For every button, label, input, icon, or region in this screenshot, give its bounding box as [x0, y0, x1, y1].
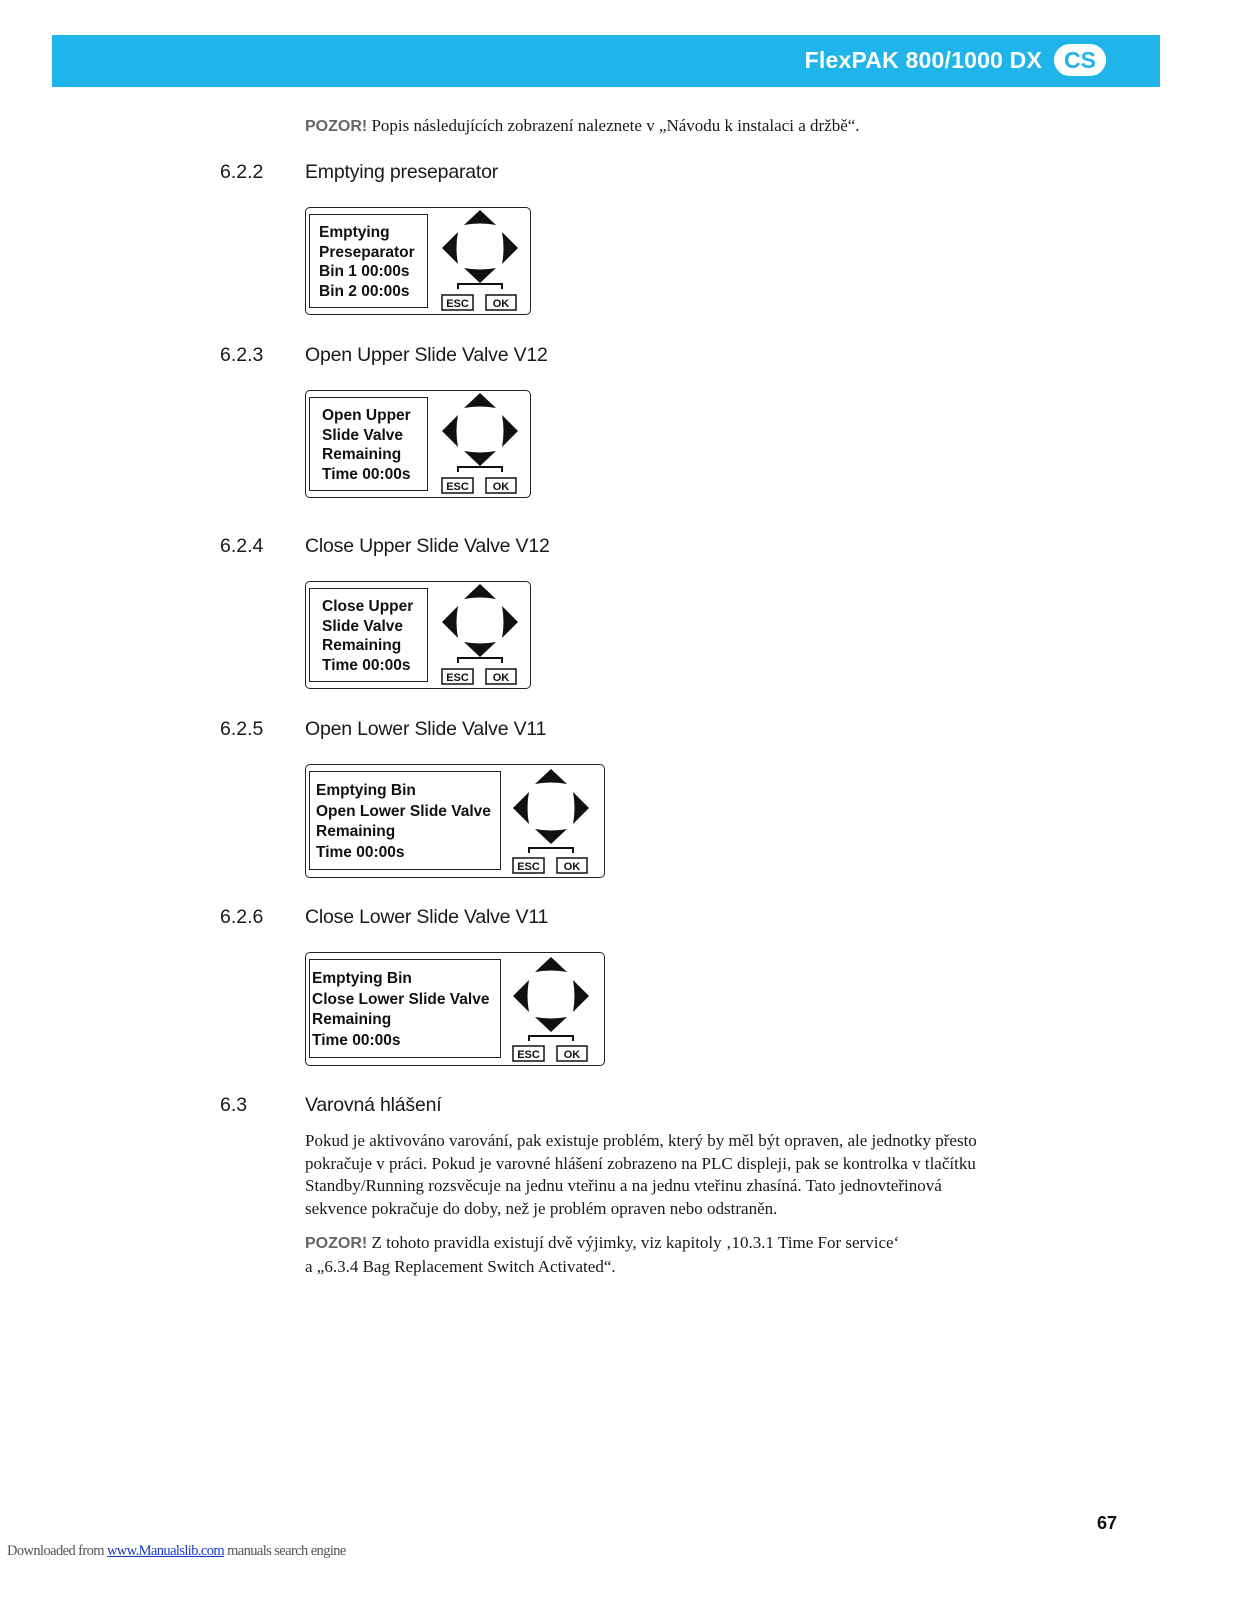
arrow-up-icon — [464, 393, 496, 408]
keypad — [511, 955, 591, 1061]
arrow-up-icon — [535, 957, 567, 972]
screen-line: Bin 1 00:00s — [319, 263, 410, 280]
screen-line: Emptying — [319, 224, 390, 241]
arrow-up-icon — [464, 584, 496, 599]
arrow-down-icon — [464, 642, 496, 657]
display-screen — [309, 214, 428, 308]
display-panel — [305, 952, 605, 1066]
esc-label: ESC — [446, 298, 469, 310]
paragraph-line: Pokud je aktivováno varování, pak existuje problém, který by měl být opraven, ale jednotky přesto — [305, 1131, 977, 1150]
note-text: Popis následujících zobrazení naleznete v „Návodu k instalaci a držbě“. — [367, 116, 860, 135]
arrow-left-icon — [513, 792, 529, 824]
screen-line: Open Upper — [322, 407, 411, 424]
arrow-left-icon — [442, 415, 458, 447]
screen-line: Preseparator — [319, 243, 415, 261]
esc-label: ESC — [517, 1049, 540, 1061]
arrow-right-icon — [502, 606, 518, 638]
note-exceptions — [305, 1232, 1065, 1278]
paragraph-line: pokračuje v práci. Pokud je varovné hlášení zobrazeno na PLC displeji, pak se kontrolka v tlačítku — [305, 1153, 976, 1173]
document-title: FlexPAK 800/1000 DX — [804, 47, 1042, 73]
ok-label: OK — [492, 672, 510, 684]
section-title: Emptying preseparator — [305, 161, 499, 183]
screen-line: Time 00:00s — [316, 843, 405, 861]
display-panel — [305, 581, 531, 689]
screen-line: Emptying Bin — [316, 782, 416, 799]
screen-line: Open Lower Slide Valve — [316, 802, 491, 820]
section-title: Open Upper Slide Valve V12 — [305, 344, 548, 366]
display-panel — [305, 207, 531, 315]
section-number: 6.2.4 — [220, 535, 264, 557]
arrow-right-icon — [573, 792, 589, 824]
section-number: 6.2.5 — [220, 718, 264, 740]
header-bar — [52, 35, 1160, 87]
ok-label: OK — [492, 481, 510, 493]
note-intro — [305, 115, 860, 139]
section-number: 6.2.2 — [220, 161, 264, 183]
section-number: 6.2.6 — [220, 906, 264, 928]
keypad — [440, 582, 520, 684]
screen-line: Remaining — [312, 1011, 392, 1028]
footer-prefix: Downloaded from — [7, 1543, 107, 1559]
display-screen — [309, 588, 428, 682]
keypad — [511, 767, 591, 873]
display-screen — [309, 771, 501, 870]
screen-line: Bin 2 00:00s — [319, 282, 410, 300]
note-text: Z tohoto pravidla existují dvě výjimky, viz kapitoly ‚10.3.1 Time For service‘ — [367, 1233, 900, 1252]
ok-label: OK — [563, 861, 581, 873]
screen-line: Time 00:00s — [322, 656, 411, 674]
display-panel — [305, 764, 605, 878]
body-paragraph — [305, 1130, 1065, 1220]
screen-line: Close Upper — [322, 598, 414, 615]
section-title: Close Lower Slide Valve V11 — [305, 906, 549, 928]
page-number: 67 — [1097, 1513, 1118, 1533]
section-title: Close Upper Slide Valve V12 — [305, 535, 550, 557]
footer-link[interactable]: www.Manualslib.com — [106, 1543, 225, 1559]
keypad — [440, 208, 520, 310]
ok-label: OK — [492, 298, 510, 310]
paragraph-line: Standby/Running rozsvěcuje na jednu vteřinu a na jednu vteřinu zhasíná. Tato jednovteřinová — [305, 1176, 942, 1195]
arrow-down-icon — [535, 829, 567, 844]
note-label: POZOR! — [305, 118, 368, 135]
section-title: Varovná hlášení — [305, 1094, 442, 1116]
arrow-down-icon — [464, 268, 496, 283]
arrow-up-icon — [464, 210, 496, 225]
screen-line: Close Lower Slide Valve — [312, 990, 490, 1008]
paragraph-line: sekvence pokračuje do doby, než je problém opraven nebo odstraněn. — [305, 1198, 778, 1218]
screen-line: Time 00:00s — [312, 1031, 401, 1049]
screen-line: Remaining — [322, 637, 402, 654]
display-screen — [309, 397, 428, 491]
arrow-up-icon — [535, 769, 567, 784]
screen-line: Emptying Bin — [312, 970, 412, 987]
arrow-right-icon — [502, 415, 518, 447]
esc-label: ESC — [446, 672, 469, 684]
screen-line: Time 00:00s — [322, 465, 411, 483]
arrow-left-icon — [442, 606, 458, 638]
screen-line: Slide Valve — [322, 617, 403, 635]
screen-line: Remaining — [322, 446, 402, 463]
keypad — [440, 391, 520, 493]
display-panel — [305, 390, 531, 498]
section-number: 6.3 — [220, 1094, 248, 1116]
arrow-right-icon — [502, 232, 518, 264]
note-text: a „6.3.4 Bag Replacement Switch Activated“. — [305, 1256, 616, 1276]
screen-line: Slide Valve — [322, 426, 403, 444]
footer — [7, 1543, 346, 1560]
display-screen — [309, 959, 501, 1058]
arrow-left-icon — [513, 980, 529, 1012]
arrow-right-icon — [573, 980, 589, 1012]
note-label: POZOR! — [305, 1235, 368, 1252]
arrow-left-icon — [442, 232, 458, 264]
screen-line: Remaining — [316, 823, 396, 840]
ok-label: OK — [563, 1049, 581, 1061]
arrow-down-icon — [464, 451, 496, 466]
esc-label: ESC — [446, 481, 469, 493]
section-number: 6.2.3 — [220, 344, 264, 366]
arrow-down-icon — [535, 1017, 567, 1032]
section-title: Open Lower Slide Valve V11 — [305, 718, 547, 740]
footer-suffix: manuals search engine — [224, 1543, 346, 1559]
esc-label: ESC — [517, 861, 540, 873]
language-badge: CS — [1054, 44, 1106, 76]
